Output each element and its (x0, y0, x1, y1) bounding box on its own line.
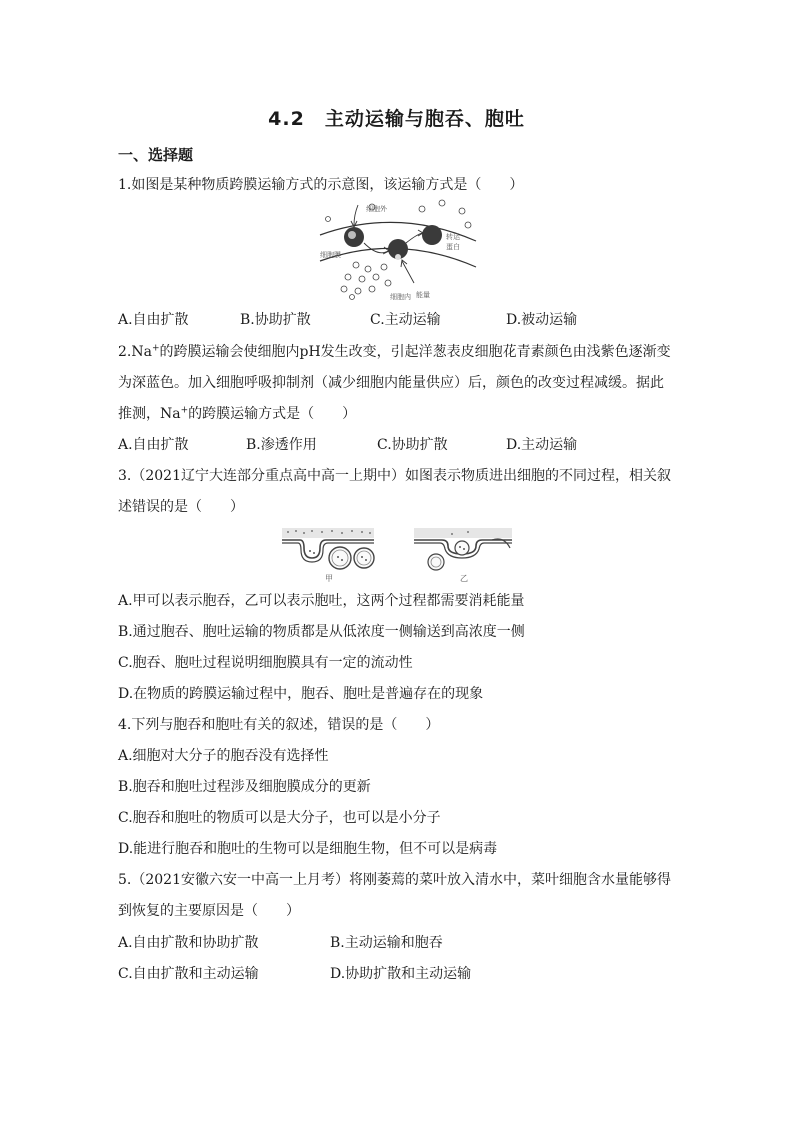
q1-option-c: C.主动运输 (370, 312, 441, 328)
q3-line-2: 述错误的是（ ） (118, 499, 244, 515)
q5-line-2: 到恢复的主要原因是（ ） (118, 903, 300, 919)
q5-option-b: B.主动运输和胞吞 (330, 935, 443, 951)
q2-line-1-b: 的跨膜运输会使细胞内pH发生改变，引起洋葱表皮细胞花青素颜色由浅紫色逐渐变 (159, 344, 671, 360)
q3-option-c: C.胞吞、胞吐过程说明细胞膜具有一定的流动性 (118, 655, 413, 671)
label-jia: 甲 (325, 574, 333, 583)
q2-line-3-a: 推测，Na (118, 406, 181, 422)
q4-stem: 4.下列与胞吞和胞吐有关的叙述，错误的是（ ） (118, 717, 440, 733)
q2-line-3 (118, 404, 356, 424)
label-outside: 细胞外 (366, 205, 387, 213)
q4-option-a: A.细胞对大分子的胞吞没有选择性 (118, 748, 329, 764)
q2-line-1-sup: + (151, 343, 160, 354)
endocytosis-exocytosis-diagram (282, 524, 518, 584)
label-carrier-2: 蛋白 (446, 243, 460, 251)
transport-arrows (351, 205, 423, 283)
label-inside: 细胞内 (390, 293, 411, 301)
q3-option-d: D.在物质的跨膜运输过程中，胞吞、胞吐是普遍存在的现象 (118, 686, 484, 702)
q1-option-d: D.被动运输 (506, 312, 578, 328)
q3-line-1: 3.（2021辽宁大连部分重点高中高一上期中）如图表示物质进出细胞的不同过程，相关叙 (118, 468, 671, 484)
label-yi: 乙 (460, 574, 468, 583)
q2-option-b: B.渗透作用 (246, 437, 317, 453)
q3-option-b: B.通过胞吞、胞吐运输的物质都是从低浓度一侧输送到高浓度一侧 (118, 624, 525, 640)
transport-proteins (344, 225, 442, 260)
q4-option-b: B.胞吞和胞吐过程涉及细胞膜成分的更新 (118, 779, 371, 795)
label-membrane: 细胞膜 (320, 251, 341, 259)
q2-line-1 (118, 342, 671, 362)
q1-stem: 1.如图是某种物质跨膜运输方式的示意图，该运输方式是（ ） (118, 177, 524, 193)
figure-yi (414, 528, 512, 583)
q1-option-a: A.自由扩散 (118, 312, 189, 328)
inside-molecules (341, 262, 391, 300)
q2-line-1-a: 2.Na (118, 344, 152, 360)
figure-jia (282, 528, 374, 583)
label-carrier-1: 转运 (446, 233, 460, 241)
q2-option-d: D.主动运输 (506, 437, 578, 453)
q4-option-d: D.能进行胞吞和胞吐的生物可以是细胞生物，但不可以是病毒 (118, 841, 498, 857)
label-energy: 能量 (416, 291, 430, 299)
q2-line-2: 为深蓝色。加入细胞呼吸抑制剂（减少细胞内能量供应）后，颜色的改变过程减缓。据此 (118, 375, 664, 391)
outside-molecules (326, 200, 472, 228)
q5-line-1: 5.（2021安徽六安一中高一上月考）将刚萎蔫的菜叶放入清水中，菜叶细胞含水量能够得 (118, 872, 671, 888)
q2-option-c: C.协助扩散 (377, 437, 448, 453)
q1-option-b: B.协助扩散 (240, 312, 311, 328)
q4-option-c: C.胞吞和胞吐的物质可以是大分子，也可以是小分子 (118, 810, 441, 826)
q2-line-3-b: 的跨膜运输方式是（ ） (188, 406, 357, 422)
q5-option-d: D.协助扩散和主动运输 (330, 966, 472, 982)
q3-option-a: A.甲可以表示胞吞，乙可以表示胞吐，这两个过程都需要消耗能量 (118, 593, 525, 609)
page-title: 4.2 主动运输与胞吞、胞吐 (268, 108, 525, 130)
q5-option-c: C.自由扩散和主动运输 (118, 966, 259, 982)
q5-option-a: A.自由扩散和协助扩散 (118, 935, 259, 951)
q2-line-3-sup: + (180, 405, 189, 416)
membrane-transport-diagram (318, 197, 478, 303)
section-heading: 一、选择题 (118, 146, 194, 164)
q2-option-a: A.自由扩散 (118, 437, 189, 453)
